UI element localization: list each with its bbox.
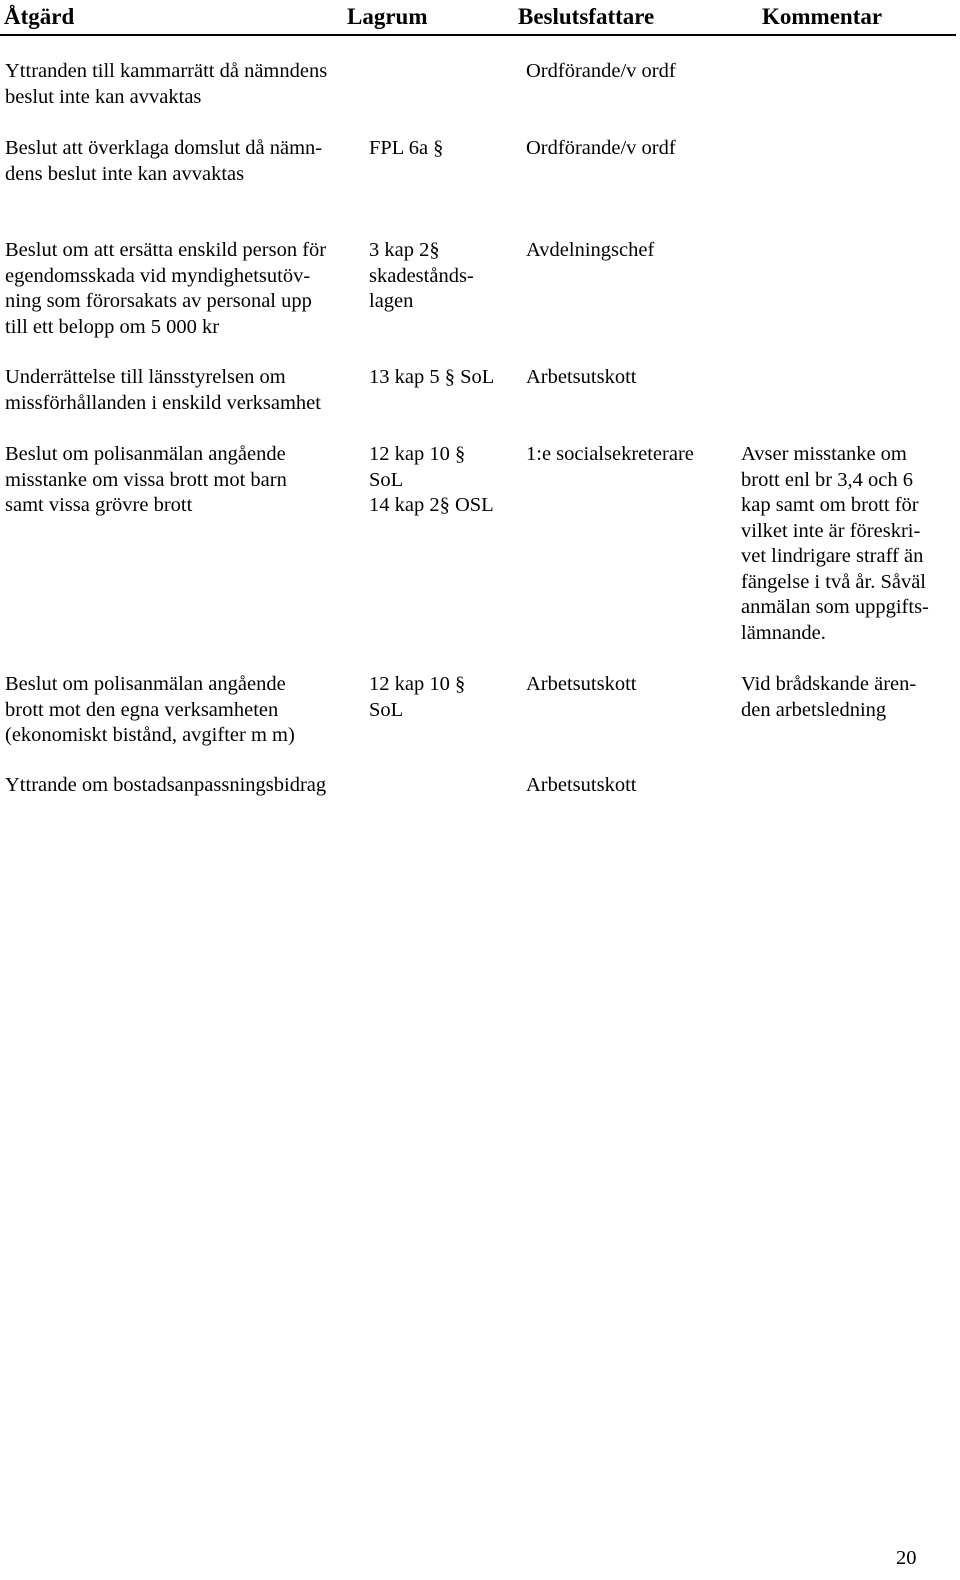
- cell-beslutsfattare: Arbetsutskott: [526, 366, 637, 388]
- cell-beslutsfattare: Avdelningschef: [526, 239, 655, 261]
- cell-lagrum: 3 kap 2§ skadestånds- lagen: [369, 239, 474, 312]
- cell-beslutsfattare: Ordförande/v ordf: [526, 60, 676, 82]
- cell-beslutsfattare: Ordförande/v ordf: [526, 137, 676, 159]
- column-header-beslutsfattare: Beslutsfattare: [518, 4, 655, 29]
- cell-atgard: Underrättelse till länsstyrelsen om missförhållanden i enskild verksamhet: [5, 366, 321, 414]
- cell-atgard: Beslut om att ersätta enskild person för egendomsskada vid myndighetsutöv- ning som förorsakats av personal upp till ett belopp om 5 000 kr: [5, 239, 327, 338]
- cell-kommentar: Avser misstanke om brott enl br 3,4 och 6 kap samt om brott för vilket inte är föreskri- vet lindrigare straff än fängelse i två år. Såväl anmälan som uppgifts- lämnande.: [741, 443, 929, 644]
- cell-atgard: Beslut om polisanmälan angående misstanke om vissa brott mot barn samt vissa grövre brott: [5, 443, 287, 516]
- cell-atgard: Yttranden till kammarrätt då nämndens beslut inte kan avvaktas: [5, 60, 328, 108]
- column-header-kommentar: Kommentar: [762, 4, 883, 29]
- cell-atgard: Beslut om polisanmälan angående brott mot den egna verksamheten (ekonomiskt bistånd, avgifter m m): [5, 673, 295, 746]
- column-header-atgard: Åtgärd: [4, 4, 75, 29]
- page-number: 20: [896, 1547, 917, 1569]
- cell-beslutsfattare: Arbetsutskott: [526, 774, 637, 796]
- cell-lagrum: 12 kap 10 § SoL: [369, 673, 466, 721]
- column-header-lagrum: Lagrum: [347, 4, 428, 29]
- cell-beslutsfattare: Arbetsutskott: [526, 673, 637, 695]
- cell-beslutsfattare: 1:e socialsekreterare: [526, 443, 694, 465]
- table-header: [0, 0, 956, 36]
- cell-lagrum: 12 kap 10 § SoL 14 kap 2§ OSL: [369, 443, 494, 516]
- cell-atgard: Beslut att överklaga domslut då nämn- dens beslut inte kan avvaktas: [5, 137, 323, 185]
- cell-lagrum: FPL 6a §: [369, 137, 444, 159]
- cell-atgard: Yttrande om bostadsanpassningsbidrag: [5, 774, 327, 796]
- cell-lagrum: 13 kap 5 § SoL: [369, 366, 495, 388]
- cell-kommentar: Vid brådskande ären- den arbetsledning: [741, 673, 917, 721]
